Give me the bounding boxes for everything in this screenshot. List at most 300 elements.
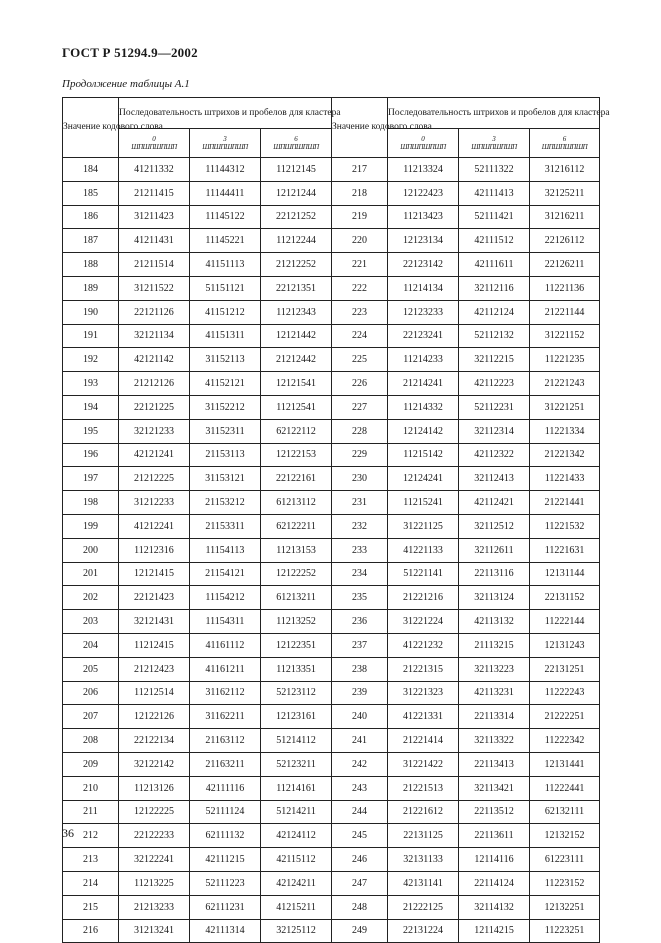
table-row [63,205,600,229]
pattern-cell: 31212233 [119,491,190,515]
pattern-cell: 12131243 [530,633,600,657]
pattern-cell: 41211332 [119,158,190,182]
codeword-value-cell: 215 [63,895,119,919]
codeword-value-cell: 192 [63,348,119,372]
pattern-cell: 12121415 [119,562,190,586]
pattern-cell: 12121442 [261,324,332,348]
pattern-cell: 31216211 [530,205,600,229]
cluster-header [190,129,261,158]
pattern-cell: 42111413 [459,181,530,205]
table-row [63,871,600,895]
pattern-cell: 41221232 [388,633,459,657]
bar-space-pattern: ШПШПШПШП [400,143,446,151]
bar-space-pattern: ШПШПШПШП [202,143,248,151]
table-row [63,848,600,872]
pattern-cell: 22122161 [261,467,332,491]
table-row [63,633,600,657]
pattern-cell: 32113322 [459,729,530,753]
cluster-label: 3 [492,135,496,143]
codeword-value-cell: 232 [332,514,388,538]
table-row [63,276,600,300]
pattern-cell: 21212423 [119,657,190,681]
pattern-cell: 32122142 [119,752,190,776]
codeword-value-cell: 190 [63,300,119,324]
pattern-cell: 21221414 [388,729,459,753]
pattern-cell: 32112116 [459,276,530,300]
pattern-cell: 22113611 [459,824,530,848]
cluster-label: 3 [223,135,227,143]
pattern-cell: 11214233 [388,348,459,372]
pattern-cell: 52111421 [459,205,530,229]
pattern-cell: 21221441 [530,491,600,515]
pattern-cell: 11213225 [119,871,190,895]
pattern-cell: 42112322 [459,443,530,467]
codeword-value-cell: 202 [63,586,119,610]
pattern-cell: 11144312 [190,158,261,182]
pattern-cell: 32112512 [459,514,530,538]
pattern-cell: 21163211 [190,752,261,776]
pattern-cell: 22131251 [530,657,600,681]
codeword-value-cell: 237 [332,633,388,657]
pattern-cell: 41221133 [388,538,459,562]
pattern-cell: 41161211 [190,657,261,681]
codeword-value-cell: 201 [63,562,119,586]
pattern-cell: 32121134 [119,324,190,348]
pattern-cell: 12123233 [388,300,459,324]
pattern-cell: 62132111 [530,800,600,824]
pattern-cell: 11212244 [261,229,332,253]
table-row [63,467,600,491]
pattern-cell: 42124112 [261,824,332,848]
pattern-cell: 42112124 [459,300,530,324]
pattern-cell: 11222144 [530,610,600,634]
pattern-cell: 11223251 [530,919,600,943]
pattern-cell: 11145221 [190,229,261,253]
codeword-value-cell: 199 [63,514,119,538]
pattern-cell: 21221216 [388,586,459,610]
sequence-group-header-right: Последовательность штрихов и пробелов для кластера [388,98,600,129]
pattern-cell: 31152311 [190,419,261,443]
codeword-value-cell: 226 [332,372,388,396]
cluster-label: 6 [294,135,298,143]
table-row [63,705,600,729]
cluster-header [459,129,530,158]
pattern-cell: 11212145 [261,158,332,182]
pattern-cell: 32131133 [388,848,459,872]
codeword-value-cell: 193 [63,372,119,396]
pattern-cell: 32125211 [530,181,600,205]
pattern-cell: 31221125 [388,514,459,538]
pattern-cell: 11213252 [261,610,332,634]
codeword-value-cell: 236 [332,610,388,634]
pattern-cell: 22121351 [261,276,332,300]
codeword-value-cell: 239 [332,681,388,705]
pattern-cell: 12122153 [261,443,332,467]
pattern-cell: 12122423 [388,181,459,205]
pattern-cell: 21221315 [388,657,459,681]
pattern-cell: 22122134 [119,729,190,753]
pattern-cell: 32112413 [459,467,530,491]
codeword-value-cell: 200 [63,538,119,562]
table-row [63,681,600,705]
pattern-cell: 11212343 [261,300,332,324]
codeword-value-cell: 194 [63,395,119,419]
cluster-label: 6 [562,135,567,143]
pattern-cell: 21221144 [530,300,600,324]
codeword-value-cell: 223 [332,300,388,324]
pattern-cell: 21222251 [530,705,600,729]
codeword-value-cell: 244 [332,800,388,824]
table-row [63,229,600,253]
pattern-cell: 11145122 [190,205,261,229]
pattern-cell: 22131224 [388,919,459,943]
codeword-value-cell: 225 [332,348,388,372]
pattern-cell: 11213324 [388,158,459,182]
codeword-value-cell: 184 [63,158,119,182]
pattern-cell: 31216112 [530,158,600,182]
pattern-cell: 21212225 [119,467,190,491]
pattern-cell: 31221152 [530,324,600,348]
pattern-cell: 21153212 [190,491,261,515]
cluster-header [119,129,190,158]
pattern-cell: 11222342 [530,729,600,753]
codeword-value-cell: 210 [63,776,119,800]
codeword-value-cell: 185 [63,181,119,205]
codeword-value-cell: 197 [63,467,119,491]
pattern-cell: 42111512 [459,229,530,253]
table-row [63,657,600,681]
codeword-value-cell: 227 [332,395,388,419]
table-row [63,538,600,562]
pattern-cell: 42111314 [190,919,261,943]
pattern-cell: 12122351 [261,633,332,657]
pattern-cell: 22123241 [388,324,459,348]
codeword-value-cell: 187 [63,229,119,253]
codeword-value-cell: 219 [332,205,388,229]
pattern-cell: 62122112 [261,419,332,443]
pattern-cell: 11154311 [190,610,261,634]
table-row [63,253,600,277]
table-row [63,729,600,753]
table-row [63,324,600,348]
cluster-header [530,129,600,158]
pattern-cell: 52123211 [261,752,332,776]
pattern-cell: 32125112 [261,919,332,943]
pattern-cell: 41152121 [190,372,261,396]
codeword-value-cell: 243 [332,776,388,800]
pattern-cell: 12132152 [530,824,600,848]
pattern-cell: 22113512 [459,800,530,824]
pattern-cell: 32113223 [459,657,530,681]
pattern-cell: 11215142 [388,443,459,467]
pattern-cell: 22123142 [388,253,459,277]
pattern-cell: 11213351 [261,657,332,681]
pattern-cell: 41221331 [388,705,459,729]
table-row [63,372,600,396]
pattern-cell: 52123112 [261,681,332,705]
pattern-cell: 21221243 [530,372,600,396]
pattern-cell: 61223111 [530,848,600,872]
pattern-cell: 52111124 [190,800,261,824]
pattern-cell: 21113215 [459,633,530,657]
pattern-cell: 22113314 [459,705,530,729]
codeword-value-cell: 217 [332,158,388,182]
pattern-cell: 12121541 [261,372,332,396]
codeword-value-cell: 235 [332,586,388,610]
pattern-cell: 21214241 [388,372,459,396]
pattern-cell: 42113231 [459,681,530,705]
codeword-value-cell: 234 [332,562,388,586]
codeword-value-cell: 249 [332,919,388,943]
table-row [63,181,600,205]
table-row [63,395,600,419]
pattern-cell: 42115112 [261,848,332,872]
pattern-cell: 21212126 [119,372,190,396]
pattern-cell: 41151113 [190,253,261,277]
sequence-group-header-left: Последовательность штрихов и пробелов для кластера [119,98,332,129]
cluster-label: 0 [421,135,425,143]
pattern-cell: 31221422 [388,752,459,776]
codeword-value-cell: 205 [63,657,119,681]
pattern-cell: 21213233 [119,895,190,919]
pattern-cell: 11212415 [119,633,190,657]
table-row [63,419,600,443]
codeword-value-cell: 195 [63,419,119,443]
bar-space-pattern: ШПШПШПШП [131,143,177,151]
codeword-value-cell: 186 [63,205,119,229]
pattern-cell: 12123161 [261,705,332,729]
table-row [63,158,600,182]
codeword-value-cell: 248 [332,895,388,919]
codeword-value-cell: 212 [63,824,119,848]
codeword-value-cell: 198 [63,491,119,515]
codeword-value-cell: 214 [63,871,119,895]
pattern-cell: 11213423 [388,205,459,229]
codeword-value-cell: 245 [332,824,388,848]
codeword-value-cell: 233 [332,538,388,562]
pattern-cell: 21212442 [261,348,332,372]
pattern-cell: 51214112 [261,729,332,753]
pattern-cell: 21221342 [530,443,600,467]
codeword-value-cell: 204 [63,633,119,657]
pattern-cell: 41151311 [190,324,261,348]
pattern-cell: 12122225 [119,800,190,824]
page-number: 36 [62,826,74,840]
pattern-cell: 12124142 [388,419,459,443]
codeword-value-cell: 242 [332,752,388,776]
pattern-cell: 32121233 [119,419,190,443]
pattern-cell: 32112215 [459,348,530,372]
table-row [63,491,600,515]
pattern-cell: 21211514 [119,253,190,277]
pattern-cell: 21221612 [388,800,459,824]
codeword-value-cell: 218 [332,181,388,205]
pattern-cell: 21211415 [119,181,190,205]
pattern-cell: 42112421 [459,491,530,515]
codeword-value-cell: 188 [63,253,119,277]
table-row [63,586,600,610]
pattern-cell: 12114116 [459,848,530,872]
pattern-cell: 21153113 [190,443,261,467]
pattern-cell: 11154212 [190,586,261,610]
pattern-cell: 11221631 [530,538,600,562]
pattern-cell: 22113116 [459,562,530,586]
pattern-cell: 21212252 [261,253,332,277]
cluster-label: 0 [152,135,156,143]
pattern-cell: 12131441 [530,752,600,776]
value-column-header-right: Значение кодового слова [332,98,388,158]
pattern-cell: 11212514 [119,681,190,705]
pattern-cell: 21222125 [388,895,459,919]
codeword-value-cell: 228 [332,419,388,443]
pattern-cell: 51151121 [190,276,261,300]
pattern-cell: 31213241 [119,919,190,943]
pattern-cell: 22114124 [459,871,530,895]
pattern-cell: 32114132 [459,895,530,919]
value-column-header-left: Значение кодового слова [63,98,119,158]
codeword-value-cell: 209 [63,752,119,776]
pattern-cell: 11221136 [530,276,600,300]
pattern-cell: 12124241 [388,467,459,491]
codeword-value-cell: 241 [332,729,388,753]
pattern-cell: 31162211 [190,705,261,729]
pattern-cell: 42121142 [119,348,190,372]
bar-space-pattern: ШПШПШПШП [541,143,588,151]
codeword-value-cell: 246 [332,848,388,872]
codeword-value-cell: 206 [63,681,119,705]
pattern-cell: 42131141 [388,871,459,895]
pattern-cell: 21163112 [190,729,261,753]
codeword-value-cell: 216 [63,919,119,943]
table-row [63,562,600,586]
table-row [63,752,600,776]
pattern-cell: 22126211 [530,253,600,277]
pattern-cell: 12122126 [119,705,190,729]
pattern-cell: 22121126 [119,300,190,324]
pattern-cell: 42124211 [261,871,332,895]
pattern-cell: 22126112 [530,229,600,253]
pattern-cell: 21221513 [388,776,459,800]
codeword-value-cell: 189 [63,276,119,300]
pattern-cell: 11214134 [388,276,459,300]
table-row [63,443,600,467]
codeword-table [62,97,610,943]
pattern-cell: 22131152 [530,586,600,610]
codeword-value-cell: 230 [332,467,388,491]
table-row [63,895,600,919]
codeword-value-cell: 208 [63,729,119,753]
pattern-cell: 42113132 [459,610,530,634]
pattern-cell: 31221224 [388,610,459,634]
pattern-cell: 52112132 [459,324,530,348]
codeword-value-cell: 240 [332,705,388,729]
pattern-cell: 61213112 [261,491,332,515]
codeword-value-cell: 203 [63,610,119,634]
pattern-cell: 11222243 [530,681,600,705]
pattern-cell: 51221141 [388,562,459,586]
pattern-cell: 42111116 [190,776,261,800]
codeword-value-cell: 207 [63,705,119,729]
pattern-cell: 32122241 [119,848,190,872]
pattern-cell: 41151212 [190,300,261,324]
pattern-cell: 21154121 [190,562,261,586]
table-row [63,348,600,372]
table-continuation-caption: Продолжение таблицы А.1 [62,78,190,90]
pattern-cell: 31221251 [530,395,600,419]
pattern-cell: 12121244 [261,181,332,205]
pattern-cell: 11144411 [190,181,261,205]
pattern-cell: 42111215 [190,848,261,872]
pattern-cell: 11214161 [261,776,332,800]
pattern-cell: 32113124 [459,586,530,610]
pattern-cell: 32121431 [119,610,190,634]
table-row [63,610,600,634]
pattern-cell: 22113413 [459,752,530,776]
pattern-cell: 42121241 [119,443,190,467]
pattern-cell: 52112231 [459,395,530,419]
pattern-cell: 42112223 [459,372,530,396]
pattern-cell: 41215211 [261,895,332,919]
pattern-cell: 31211522 [119,276,190,300]
pattern-cell: 22121225 [119,395,190,419]
codeword-value-cell: 211 [63,800,119,824]
codeword-value-cell: 231 [332,491,388,515]
pattern-cell: 11215241 [388,491,459,515]
codeword-value-cell: 220 [332,229,388,253]
bar-space-pattern: ШПШПШПШП [273,143,319,151]
pattern-cell: 41212241 [119,514,190,538]
pattern-cell: 11214332 [388,395,459,419]
codeword-value-cell: 221 [332,253,388,277]
pattern-cell: 52111322 [459,158,530,182]
pattern-cell: 31211423 [119,205,190,229]
codeword-value-cell: 224 [332,324,388,348]
pattern-cell: 31153121 [190,467,261,491]
codeword-value-cell: 213 [63,848,119,872]
pattern-cell: 22131125 [388,824,459,848]
pattern-cell: 11223152 [530,871,600,895]
table-row [63,514,600,538]
pattern-cell: 11213126 [119,776,190,800]
pattern-cell: 12123134 [388,229,459,253]
pattern-cell: 31162112 [190,681,261,705]
pattern-cell: 11221532 [530,514,600,538]
pattern-cell: 11154113 [190,538,261,562]
document-title: ГОСТ Р 51294.9—2002 [62,45,198,60]
table-row [63,776,600,800]
bar-space-pattern: ШПШПШПШП [471,143,517,151]
pattern-cell: 61213211 [261,586,332,610]
pattern-cell: 42111611 [459,253,530,277]
pattern-cell: 12114215 [459,919,530,943]
pattern-cell: 22121252 [261,205,332,229]
codeword-value-cell: 222 [332,276,388,300]
cluster-header [261,129,332,158]
pattern-cell: 41211431 [119,229,190,253]
pattern-cell: 11221334 [530,419,600,443]
pattern-cell: 22121423 [119,586,190,610]
pattern-cell: 32112314 [459,419,530,443]
pattern-cell: 11221235 [530,348,600,372]
pattern-cell: 11213153 [261,538,332,562]
table-row [63,800,600,824]
pattern-cell: 11221433 [530,467,600,491]
codeword-value-cell: 229 [332,443,388,467]
pattern-cell: 22122233 [119,824,190,848]
pattern-cell: 11212541 [261,395,332,419]
pattern-cell: 62122211 [261,514,332,538]
codeword-value-cell: 238 [332,657,388,681]
